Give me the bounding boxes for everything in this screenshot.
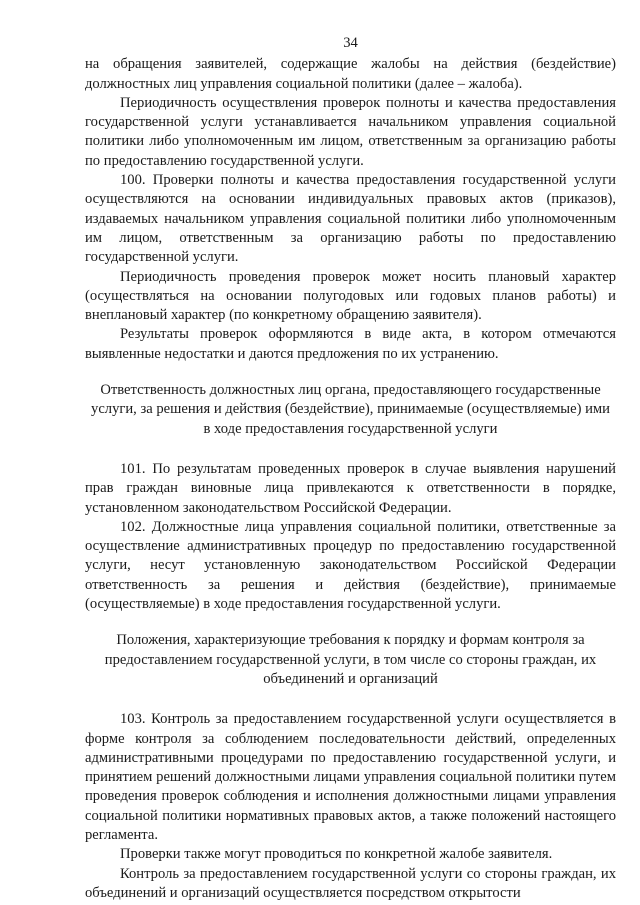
document-page: [85, 34, 616, 903]
paragraph-complaint-inspections: Проверки также могут проводиться по конкретной жалобе заявителя.: [120, 846, 553, 863]
page-number: 34: [343, 35, 358, 51]
paragraph-citizen-control: Контроль за предоставлением государственной услуги со стороны граждан, их объединений и организаций осуществляется посредством открытости: [85, 865, 616, 901]
paragraph-inspection-results: Результаты проверок оформляются в виде акта, в котором отмечаются выявленные недостатки и даются предложения по их устранению.: [85, 326, 616, 362]
section-heading-control-requirements: Положения, характеризующие требования к порядку и формам контроля за предоставлением государственной услуги, в том числе со стороны граждан, их объединений и организаций: [104, 632, 597, 687]
paragraph-complaints-continuation: на обращения заявителей, содержащие жалобы на действия (бездействие) должностных лиц управления социальной политики (далее – жалоба).: [85, 56, 616, 92]
paragraph-102-officials-liability: 102. Должностные лица управления социальной политики, ответственные за осуществление административных процедур по предоставлению государственной услуги, несут установленную законодательством Российской Федерации ответственность за решения и действия (бездействие), принимаемые (осуществляемые) в ходе предоставления государственной услуги.: [85, 518, 616, 613]
paragraph-103-control-form: 103. Контроль за предоставлением государственной услуги осуществляется в форме контроля за соблюдением последовательности действий, определенных административными процедурами по предоставлению государственной услуги, и принятием решений должностными лицами управления социальной политики путем проведения проверок соблюдения и исполнения должностными лицами управления социальной политики нормативных правовых актов, а также положений настоящего регламента.: [85, 711, 616, 843]
paragraph-inspection-character: Периодичность проведения проверок может носить плановый характер (осуществляться на основании полугодовых или годовых планов работы) и внеплановый характер (по конкретному обращению заявителя).: [85, 268, 616, 324]
paragraph-inspection-frequency: Периодичность осуществления проверок полноты и качества предоставления государственной услуги устанавливается начальником управления социальной политики либо уполномоченным им лицом, ответственным за организацию работы по предоставлению государственной услуги.: [85, 94, 616, 169]
paragraph-100-inspections-basis: 100. Проверки полноты и качества предоставления государственной услуги осуществляются на основании индивидуальных правовых актов (приказов), издаваемых начальником управления социальной политики либо уполномоченным им лицом, ответственным за организацию работы по предоставлению государственной услуги.: [85, 172, 616, 266]
paragraph-101-violations: 101. По результатам проведенных проверок в случае выявления нарушений прав граждан виновные лица привлекаются к ответственности в порядке, установленном законодательством Российской Федерации.: [85, 460, 616, 516]
section-heading-responsibility: Ответственность должностных лиц органа, предоставляющего государственные услуги, за решения и действия (бездействие), принимаемые (осуществляемые) ими в ходе предоставления государственной услуги: [91, 382, 610, 437]
